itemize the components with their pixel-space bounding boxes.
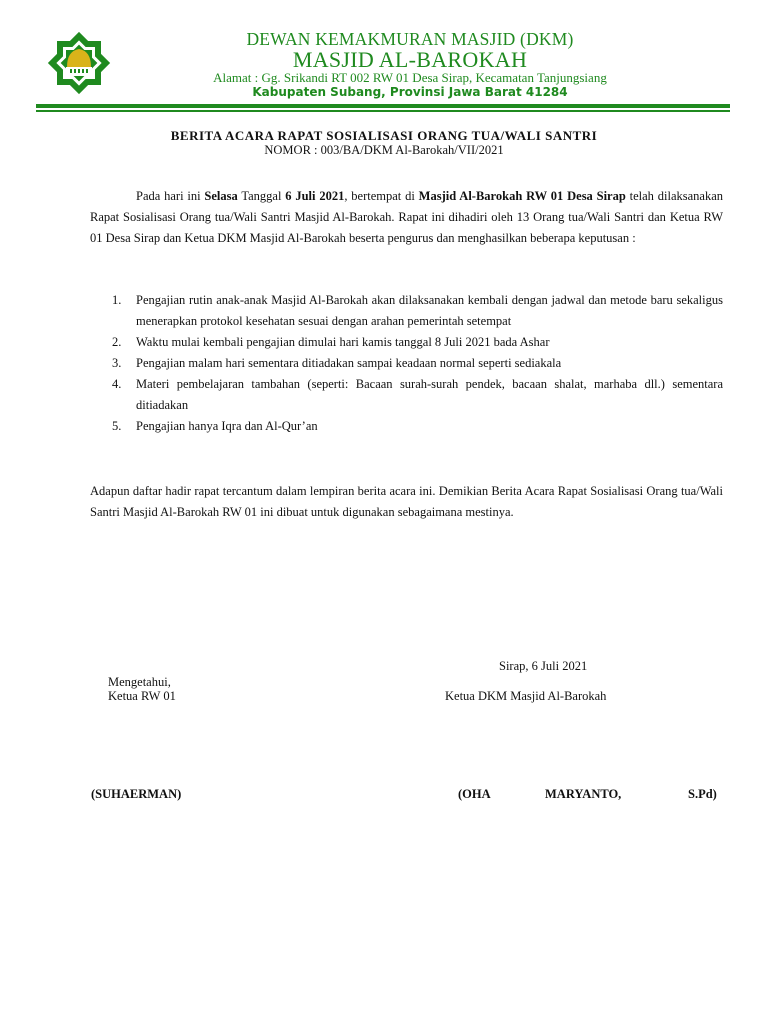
list-item (90, 353, 723, 374)
rw-chair-title: Ketua RW 01 (108, 689, 176, 703)
document-number: NOMOR : 003/BA/DKM Al-Barokah/VII/2021 (264, 143, 504, 157)
list-item (90, 416, 723, 437)
header-divider-thick (36, 104, 730, 108)
mosque-name: MASJID AL-BAROKAH (292, 47, 528, 72)
dkm-chair-name-part2: MARYANTO, (545, 787, 622, 801)
intro-text-3: , bertempat di (344, 189, 419, 203)
mosque-logo-icon (36, 30, 122, 96)
header-divider-thin (36, 110, 730, 112)
org-name: DEWAN KEMAKMURAN MASJID (DKM) (246, 29, 574, 49)
dkm-chair-name-part1: (OHA (458, 787, 491, 801)
intro-text-1: Pada hari ini (136, 189, 205, 203)
list-item (90, 374, 723, 416)
document-title: BERITA ACARA RAPAT SOSIALISASI ORANG TUA/WALI SANTRI (170, 128, 598, 143)
meeting-place: Masjid Al-Barokah RW 01 Desa Sirap (418, 189, 626, 203)
meeting-date: 6 Juli 2021 (285, 189, 345, 203)
list-item-number: 2. (112, 335, 122, 349)
list-item-number: 5. (112, 419, 122, 433)
place-date: Sirap, 6 Juli 2021 (499, 659, 588, 673)
list-item-text: Materi pembelajaran tambahan (seperti: Bacaan surah-surah pendek, bacaan shalat, marhaba dll.) sementara ditiadakan (136, 377, 723, 412)
region: Kabupaten Subang, Provinsi Jawa Barat 41284 (252, 85, 568, 99)
rw-chair-name: (SUHAERMAN) (91, 787, 182, 801)
closing-paragraph: Adapun daftar hadir rapat tercantum dalam lempiran berita acara ini. Demikian Berita Acara Rapat Sosialisasi Orang tua/Wali Santri Masjid Al-Barokah RW 01 ini dibuat untuk digunakan sebagaimana mestinya. (90, 484, 723, 519)
list-item-number: 4. (112, 377, 122, 391)
meeting-day: Selasa (204, 189, 238, 203)
list-item-number: 1. (112, 293, 122, 307)
list-item-text: Waktu mulai kembali pengajian dimulai hari kamis tanggal 8 Juli 2021 bada Ashar (136, 335, 550, 349)
address: Alamat : Gg. Srikandi RT 002 RW 01 Desa Sirap, Kecamatan Tanjungsiang (213, 70, 607, 85)
list-item-text: Pengajian malam hari sementara ditiadakan sampai keadaan normal seperti sediakala (136, 356, 562, 370)
dkm-logo (36, 30, 122, 96)
dkm-chair-name-part3: S.Pd) (688, 787, 717, 801)
list-item-text: Pengajian hanya Iqra dan Al-Qur’an (136, 419, 318, 433)
decisions-list (90, 290, 723, 437)
intro-paragraph (90, 186, 723, 249)
intro-text-4: telah dilaksanakan Rapat Sosialisasi Orang tua/Wali Santri Masjid Al-Barokah. Rapat ini dihadiri oleh 13 Orang tua/Wali Santri dan Ketua RW 01 Desa Sirap dan Ketua DKM Masjid Al-Barokah beserta pengurus dan menghasilkan beberapa keputusan : (90, 189, 724, 245)
intro-text-2: Tanggal (237, 189, 286, 203)
acknowledged-label: Mengetahui, (108, 675, 171, 689)
list-item-text: Pengajian rutin anak-anak Masjid Al-Barokah akan dilaksanakan kembali dengan jadwal dan metode baru sekaligus menerapkan protokol kesehatan sesuai dengan arahan pemerintah setempat (136, 293, 723, 328)
list-item-number: 3. (112, 356, 122, 370)
dkm-chair-title: Ketua DKM Masjid Al-Barokah (445, 689, 607, 703)
list-item (90, 332, 723, 353)
list-item (90, 290, 723, 332)
